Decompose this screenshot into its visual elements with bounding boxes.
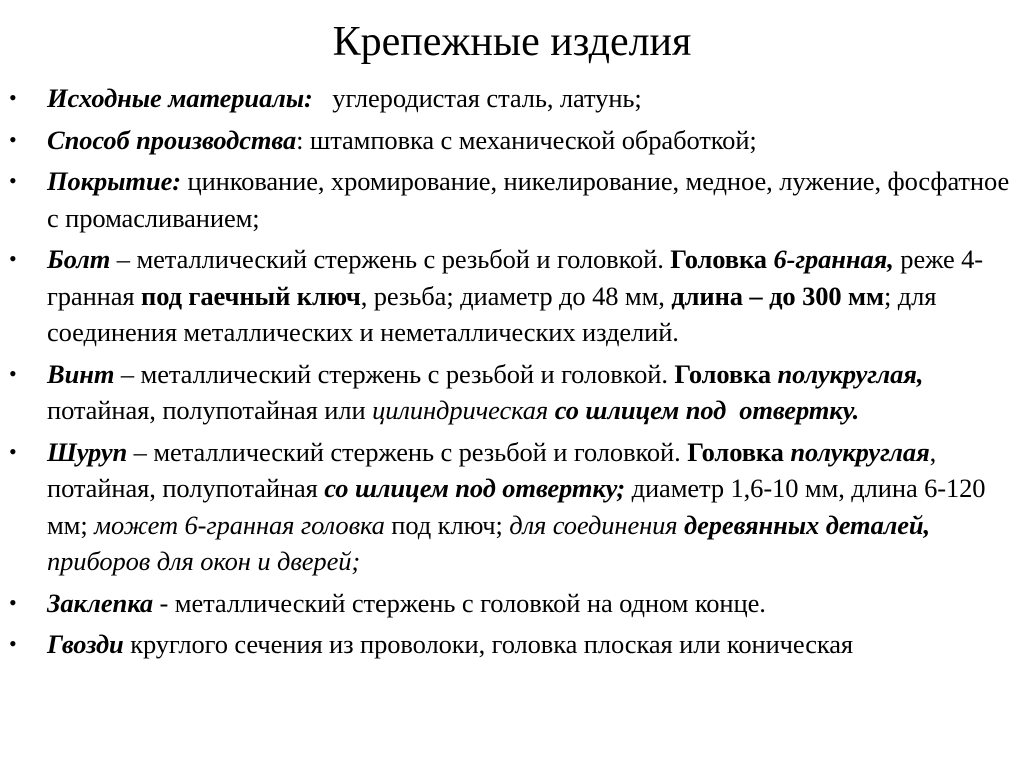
bullet-icon: • [9, 631, 17, 656]
item-text-italic: цилиндрическая [372, 395, 549, 425]
slide-title: Крепежные изделия [332, 19, 692, 65]
term-source-materials: Исходные материалы: [47, 83, 313, 113]
item-text-italic: для соединения [509, 509, 685, 540]
item-text: под ключ; [384, 509, 510, 540]
item-text-italic: приборов для окон и дверей; [47, 546, 361, 576]
list-item-production-method [0, 122, 1024, 159]
item-text-bold-italic: со шлицем под отвертку; [324, 473, 626, 503]
item-text-bold-italic: 6-гранная, [773, 244, 894, 274]
item-text-italic: может 6-гранная головка [94, 509, 385, 540]
item-text: круглого сечения из проволоки, головка плоская или коническая [123, 629, 854, 659]
item-text: – металлический стержень с резьбой и головкой. [127, 436, 688, 467]
bullet-list [0, 80, 1024, 664]
list-item-rivet [0, 585, 1024, 622]
item-text: : штамповка с механической обработкой; [296, 124, 757, 155]
item-text-bold: под гаечный ключ [141, 280, 361, 311]
term-nails: Гвозди [47, 629, 124, 659]
bullet-icon: • [9, 360, 17, 386]
item-text-bold-italic: полукруглая, [777, 358, 924, 389]
item-text: потайная, полупотайная или [47, 395, 373, 425]
item-text: диаметр 1,6-10 мм, длина 6-120 мм; [47, 473, 986, 540]
item-text-bold: Головка [687, 436, 784, 467]
list-item-bolt [0, 241, 1024, 351]
item-text-bold: длина – до 300 мм [671, 280, 884, 311]
item-text: , резьба; диаметр до 48 мм, [360, 280, 672, 311]
term-screw: Винт [47, 358, 115, 389]
item-text: ; для соединения металлических и неметаллических изделий. [47, 280, 937, 347]
bullet-icon: • [9, 168, 17, 193]
item-text: – металлический стержень с резьбой и головкой. [114, 358, 675, 389]
bullet-icon: • [9, 85, 17, 110]
item-text-bold-italic: деревянных деталей, [684, 509, 931, 540]
item-text: цинкование, хромирование, никелирование, медное, лужение, фосфатное с промасливанием; [47, 166, 1010, 233]
item-text-bold-italic: со шлицем под отвертку. [554, 395, 860, 425]
term-coating: Покрытие: [47, 166, 181, 196]
term-production-method: Способ производства [47, 124, 297, 155]
item-text-bold: Головка [674, 358, 772, 389]
item-text: , потайная, полупотайная [47, 436, 937, 503]
bullet-icon: • [9, 438, 17, 464]
bullet-icon: • [9, 126, 17, 152]
bullet-icon: • [9, 246, 17, 271]
item-text-bold-italic: полукруглая [790, 436, 930, 467]
list-item-source-materials [0, 80, 1024, 117]
list-item-screw [0, 356, 1024, 429]
bullet-icon: • [9, 589, 17, 615]
list-item-nails [0, 626, 1024, 663]
term-wood-screw: Шуруп [47, 436, 128, 467]
item-text: – металлический стержень с резьбой и головкой. [110, 244, 671, 274]
item-text-bold: Головка [670, 244, 774, 274]
term-bolt: Болт [47, 244, 111, 274]
term-rivet: Заклепка [47, 587, 154, 618]
list-item-wood-screw [0, 434, 1024, 580]
item-text: углеродистая сталь, латунь; [312, 83, 642, 113]
item-text: - металлический стержень с головкой на одном конце. [153, 587, 766, 618]
list-item-coating [0, 163, 1024, 236]
item-text: реже 4-гранная [47, 244, 984, 311]
